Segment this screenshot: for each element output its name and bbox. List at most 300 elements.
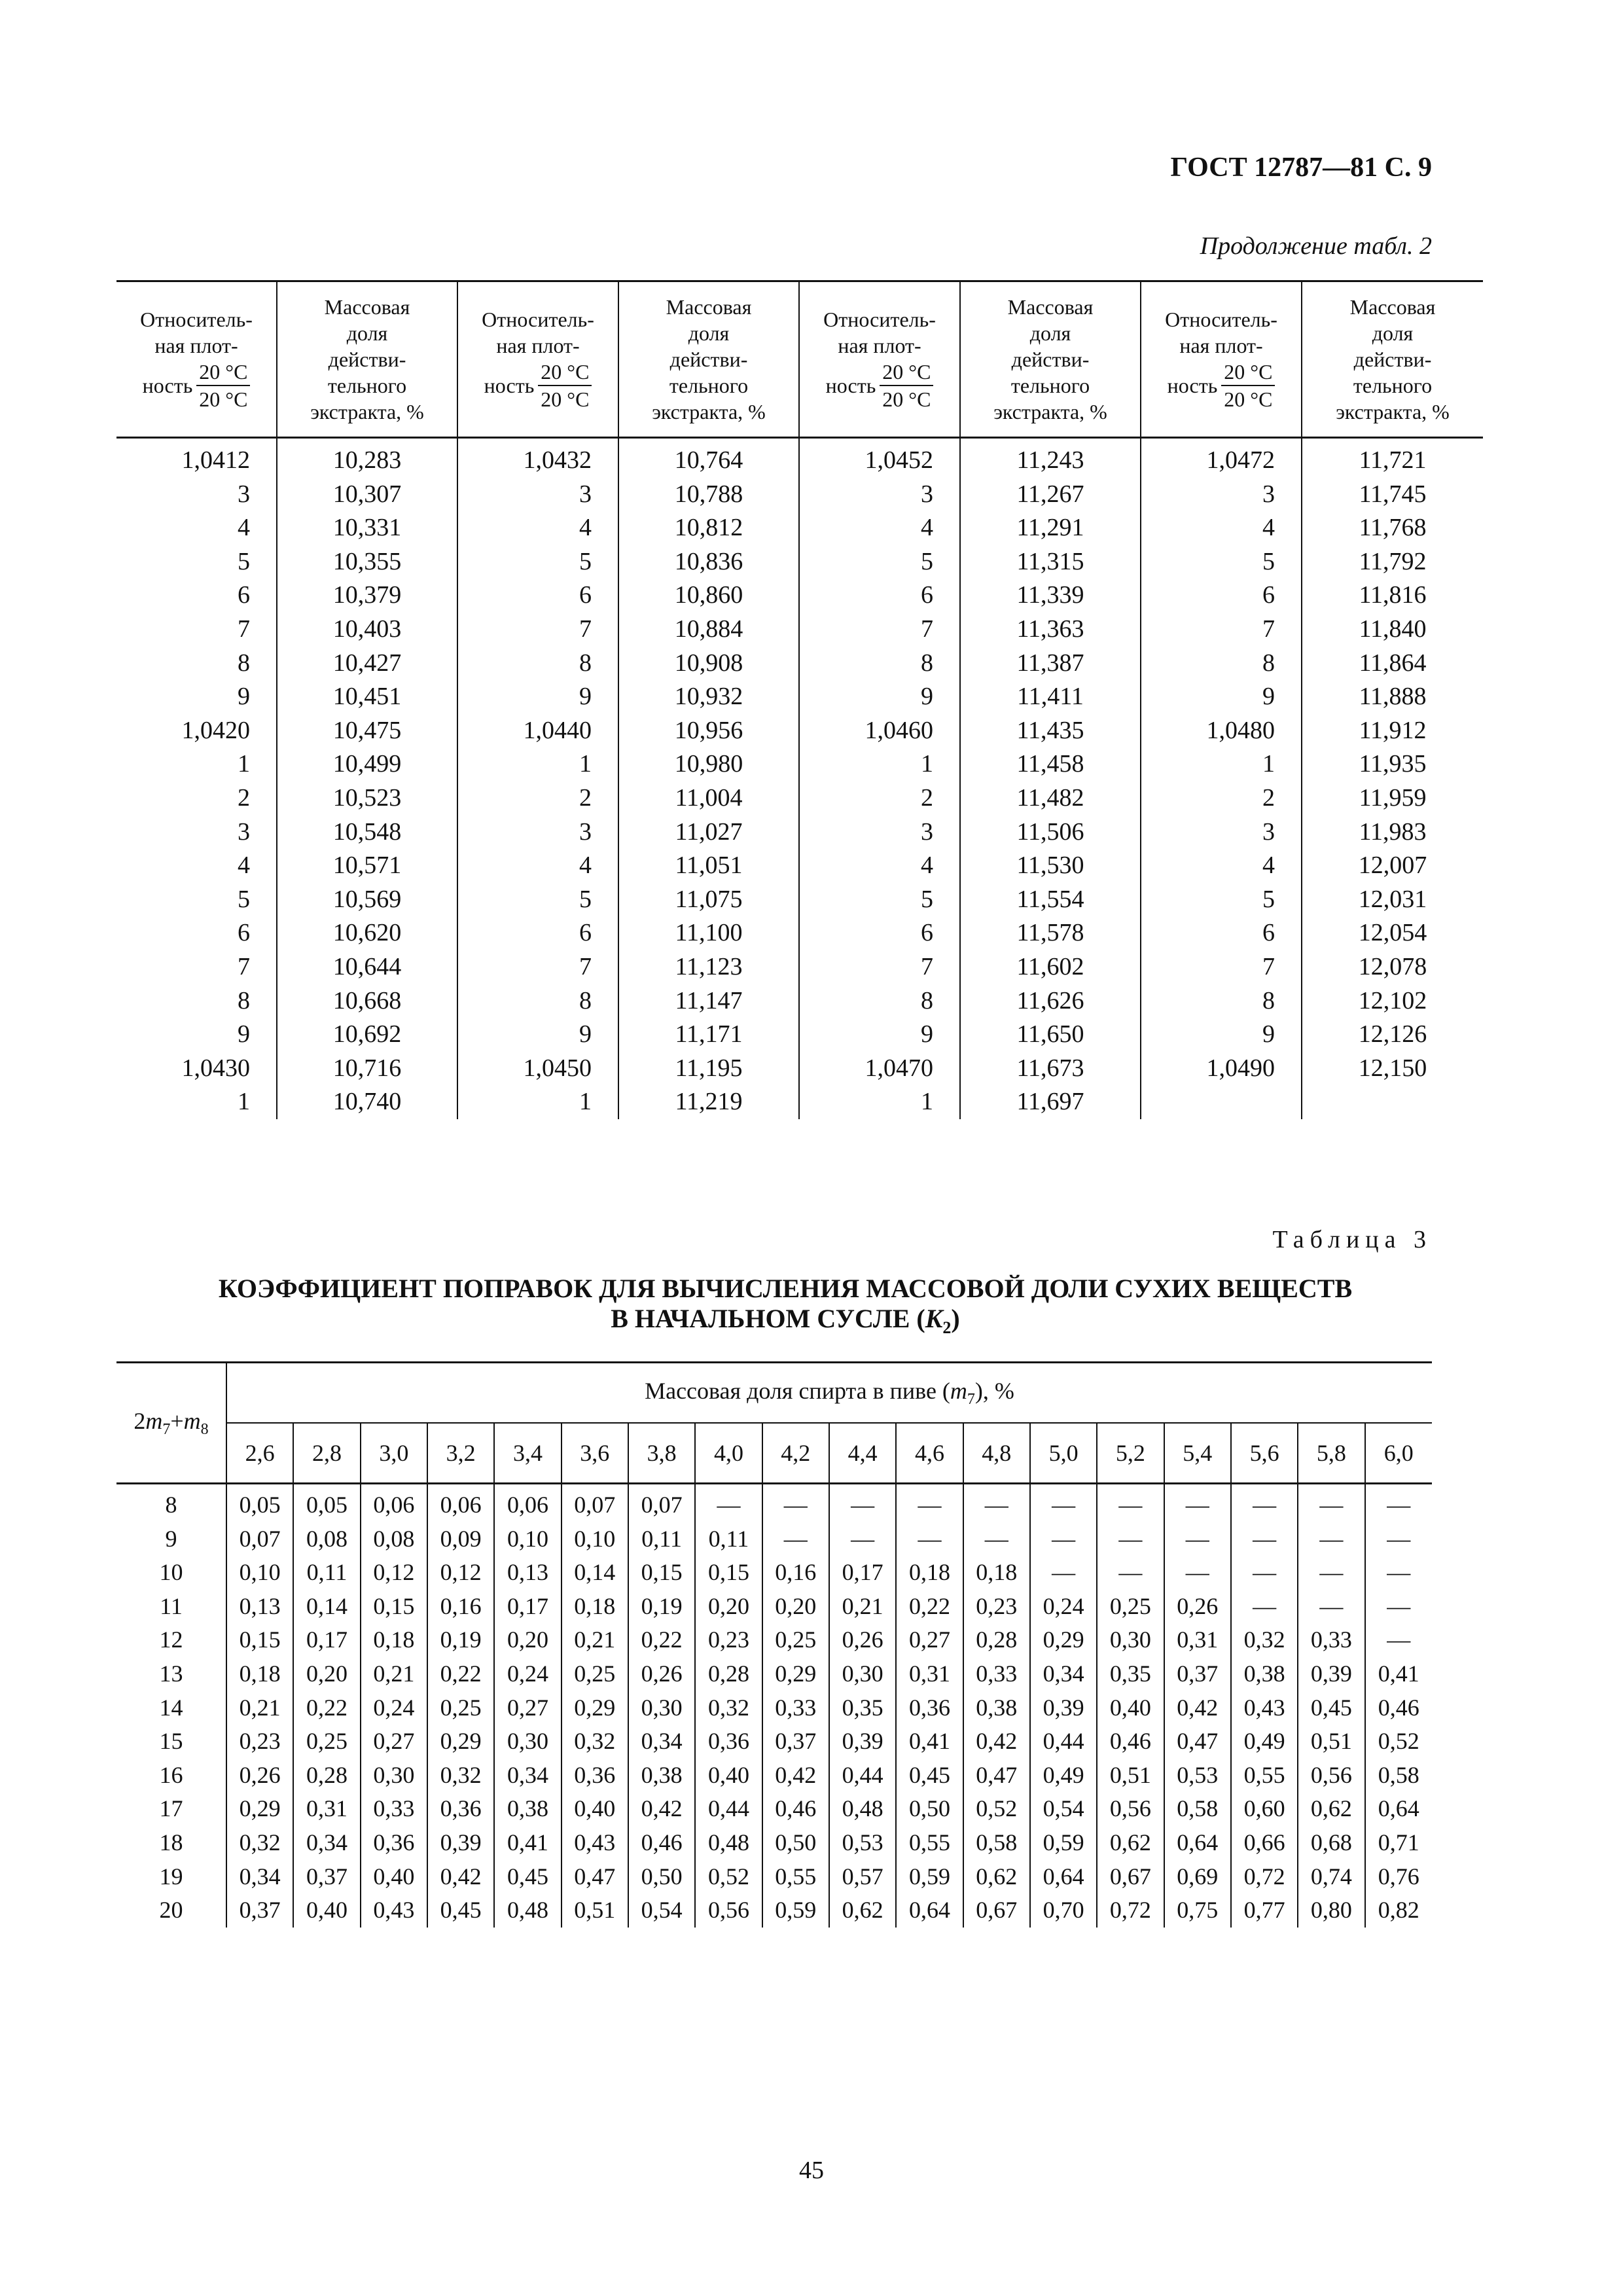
coefficient-cell: 0,29 (1030, 1623, 1097, 1657)
extract-header-line3: действи- (1011, 348, 1090, 371)
coefficient-cell: 0,15 (226, 1623, 293, 1657)
extract-cell: 10,379 (277, 579, 457, 613)
coefficient-cell: 0,59 (896, 1860, 963, 1894)
coefficient-cell: 0,62 (1298, 1792, 1364, 1826)
coefficient-cell: 0,48 (829, 1792, 896, 1826)
density-cell: 4 (457, 511, 618, 545)
density-cell: 4 (1141, 849, 1302, 883)
table-3-title-sub: 2 (942, 1318, 952, 1337)
density-cell: 8 (457, 984, 618, 1018)
coefficient-cell: 0,20 (494, 1623, 561, 1657)
coefficient-cell: 0,80 (1298, 1893, 1364, 1928)
coefficient-cell: 0,33 (1298, 1623, 1364, 1657)
density-cell: 1,0450 (457, 1052, 618, 1086)
extract-cell: 10,788 (618, 478, 799, 512)
density-fraction (880, 359, 933, 412)
coefficient-cell: 0,42 (427, 1860, 494, 1894)
coefficient-cell: 0,29 (562, 1691, 628, 1725)
table-row (116, 950, 1483, 984)
extract-cell: 11,983 (1302, 816, 1483, 850)
extract-cell: 11,219 (618, 1085, 799, 1119)
coefficient-cell: 0,18 (963, 1556, 1030, 1590)
coefficient-cell: 0,37 (1164, 1657, 1231, 1691)
coefficient-cell: 0,46 (1097, 1725, 1164, 1759)
coefficient-cell: 0,34 (1030, 1657, 1097, 1691)
extract-header-line4: тельного (1010, 374, 1090, 397)
extract-cell: 10,548 (277, 816, 457, 850)
extract-cell: 11,243 (960, 438, 1141, 478)
coefficient-cell: 0,14 (562, 1556, 628, 1590)
table-row (116, 1484, 1432, 1522)
coefficient-cell: 0,52 (963, 1792, 1030, 1826)
coefficient-cell: — (1030, 1484, 1097, 1522)
table-3-group-header (226, 1363, 1432, 1424)
coefficient-cell: — (1298, 1556, 1364, 1590)
density-cell: 1,0412 (181, 446, 250, 474)
coefficient-cell: 0,34 (628, 1725, 695, 1759)
coefficient-cell: — (963, 1522, 1030, 1556)
extract-cell: 10,427 (277, 647, 457, 681)
coefficient-cell: 0,62 (1097, 1826, 1164, 1860)
coefficient-cell: 0,39 (1298, 1657, 1364, 1691)
density-header-line2: ная плот- (496, 334, 580, 357)
coefficient-cell: 0,37 (293, 1860, 360, 1894)
coefficient-cell: 0,13 (226, 1590, 293, 1624)
coefficient-cell: 0,40 (695, 1759, 762, 1793)
coefficient-cell: 0,46 (762, 1792, 829, 1826)
density-fraction-numerator: 20 °С (880, 359, 933, 386)
coefficient-cell: 0,13 (494, 1556, 561, 1590)
extract-cell: 10,283 (277, 438, 457, 478)
density-cell: 6 (1141, 916, 1302, 950)
extract-header-line3: действи- (328, 348, 406, 371)
density-cell: 9 (799, 680, 960, 714)
coefficient-cell: 0,28 (963, 1623, 1030, 1657)
table-row (116, 1691, 1432, 1725)
density-cell: 1,0472 (1141, 438, 1302, 478)
density-cell: 5 (457, 883, 618, 917)
extract-column-header (1302, 281, 1483, 438)
coefficient-cell: 0,52 (1365, 1725, 1432, 1759)
density-cell: 5 (799, 545, 960, 579)
extract-cell: 10,692 (277, 1018, 457, 1052)
density-cell: 6 (799, 579, 960, 613)
coefficient-cell: 0,23 (963, 1590, 1030, 1624)
alcohol-column-header: 3,4 (494, 1423, 561, 1484)
table-row (116, 1590, 1432, 1624)
row-key-cell: 15 (159, 1728, 183, 1755)
coefficient-cell: 0,39 (1030, 1691, 1097, 1725)
alcohol-column-header: 5,8 (1298, 1423, 1364, 1484)
density-header-line2: ная плот- (154, 334, 238, 357)
extract-cell: 11,315 (960, 545, 1141, 579)
row-header-coef: 2 (134, 1407, 146, 1434)
density-header-line1: Относитель- (140, 308, 253, 331)
coefficient-cell: 0,72 (1231, 1860, 1298, 1894)
table-row (116, 1759, 1432, 1793)
coefficient-cell: 0,26 (628, 1657, 695, 1691)
row-header-m: m (145, 1407, 163, 1434)
coefficient-cell: 0,45 (494, 1860, 561, 1894)
extract-header-line1: Массовая (1349, 295, 1436, 319)
coefficient-cell: 0,74 (1298, 1860, 1364, 1894)
extract-cell: 11,840 (1302, 613, 1483, 647)
density-cell: 8 (238, 649, 250, 677)
coefficient-cell: 0,05 (293, 1484, 360, 1522)
coefficient-cell: — (1097, 1556, 1164, 1590)
extract-cell: 11,267 (960, 478, 1141, 512)
table-row (116, 511, 1483, 545)
table-row (116, 883, 1483, 917)
table-row (116, 1018, 1483, 1052)
extract-cell (1302, 1085, 1483, 1119)
extract-header-line1: Массовая (324, 295, 410, 319)
density-header-line1: Относитель- (1165, 308, 1277, 331)
coefficient-cell: 0,56 (1298, 1759, 1364, 1793)
table-3-correction-coefficients (116, 1361, 1432, 1928)
table-row (116, 1556, 1432, 1590)
table-row (116, 816, 1483, 850)
density-column-header (799, 281, 960, 438)
coefficient-cell: 0,31 (293, 1792, 360, 1826)
coefficient-cell: 0,21 (829, 1590, 896, 1624)
coefficient-cell: 0,16 (762, 1556, 829, 1590)
extract-header-line5: экстракта, % (310, 400, 424, 423)
coefficient-cell: — (1231, 1484, 1298, 1522)
alcohol-column-header: 5,0 (1030, 1423, 1097, 1484)
density-header-word: ность (825, 374, 876, 397)
coefficient-cell: 0,29 (762, 1657, 829, 1691)
coefficient-cell: 0,17 (293, 1623, 360, 1657)
coefficient-cell: 0,18 (361, 1623, 427, 1657)
coefficient-cell: 0,32 (226, 1826, 293, 1860)
coefficient-cell: 0,36 (361, 1826, 427, 1860)
density-header-line2: ная плот- (1179, 334, 1263, 357)
density-cell: 9 (457, 1018, 618, 1052)
extract-header-line3: действи- (669, 348, 748, 371)
row-header-plus: + (170, 1407, 184, 1434)
density-cell: 8 (799, 984, 960, 1018)
alcohol-column-header: 3,2 (427, 1423, 494, 1484)
table-row (116, 579, 1483, 613)
coefficient-cell: 0,12 (427, 1556, 494, 1590)
coefficient-cell: 0,60 (1231, 1792, 1298, 1826)
coefficient-cell: 0,25 (1097, 1590, 1164, 1624)
density-cell (1141, 1085, 1302, 1119)
density-header-line3 (461, 359, 615, 412)
coefficient-cell: — (1298, 1484, 1364, 1522)
extract-cell: 11,626 (960, 984, 1141, 1018)
row-key-cell: 14 (159, 1694, 183, 1721)
group-header-text: Массовая доля спирта в пиве ( (645, 1377, 950, 1404)
extract-cell: 11,387 (960, 647, 1141, 681)
density-cell: 3 (238, 817, 250, 846)
coefficient-cell: 0,23 (695, 1623, 762, 1657)
coefficient-cell: 0,15 (695, 1556, 762, 1590)
density-cell: 3 (799, 816, 960, 850)
coefficient-cell: 0,20 (762, 1590, 829, 1624)
coefficient-cell: 0,34 (293, 1826, 360, 1860)
coefficient-cell: — (1365, 1556, 1432, 1590)
coefficient-cell: 0,31 (896, 1657, 963, 1691)
coefficient-cell: 0,75 (1164, 1893, 1231, 1928)
density-cell: 3 (1141, 816, 1302, 850)
coefficient-cell: 0,56 (1097, 1792, 1164, 1826)
density-fraction-denominator: 20 °С (882, 387, 931, 411)
coefficient-cell: — (1365, 1590, 1432, 1624)
coefficient-cell: 0,07 (628, 1484, 695, 1522)
coefficient-cell: — (1164, 1556, 1231, 1590)
table-row (116, 545, 1483, 579)
coefficient-cell: 0,33 (361, 1792, 427, 1826)
alcohol-column-header: 2,6 (226, 1423, 293, 1484)
table-row (116, 478, 1483, 512)
density-cell: 6 (457, 916, 618, 950)
density-fraction-denominator: 20 °С (1224, 387, 1273, 411)
coefficient-cell: 0,11 (293, 1556, 360, 1590)
coefficient-cell: — (1097, 1484, 1164, 1522)
coefficient-cell: 0,41 (896, 1725, 963, 1759)
coefficient-cell: 0,44 (1030, 1725, 1097, 1759)
coefficient-cell: 0,42 (762, 1759, 829, 1793)
coefficient-cell: 0,70 (1030, 1893, 1097, 1928)
coefficient-cell: — (1164, 1522, 1231, 1556)
coefficient-cell: 0,37 (762, 1725, 829, 1759)
coefficient-cell: 0,42 (1164, 1691, 1231, 1725)
extract-cell: 12,031 (1302, 883, 1483, 917)
coefficient-cell: 0,28 (293, 1759, 360, 1793)
coefficient-cell: — (896, 1522, 963, 1556)
coefficient-cell: — (896, 1484, 963, 1522)
extract-cell: 12,007 (1302, 849, 1483, 883)
alcohol-column-header: 5,6 (1231, 1423, 1298, 1484)
table-3-title-var: K (925, 1304, 943, 1333)
density-cell: 4 (799, 511, 960, 545)
alcohol-column-header: 4,0 (695, 1423, 762, 1484)
table-row (116, 916, 1483, 950)
coefficient-cell: 0,26 (1164, 1590, 1231, 1624)
alcohol-column-header: 5,4 (1164, 1423, 1231, 1484)
coefficient-cell: — (762, 1484, 829, 1522)
alcohol-column-header: 4,8 (963, 1423, 1030, 1484)
density-cell: 1 (238, 1088, 250, 1116)
extract-header-line5: экстракта, % (652, 400, 766, 423)
density-cell: 8 (238, 986, 250, 1014)
coefficient-cell: 0,24 (361, 1691, 427, 1725)
density-cell: 1 (799, 1085, 960, 1119)
table-3-label: Таблица 3 (1272, 1226, 1432, 1253)
extract-cell: 11,123 (618, 950, 799, 984)
extract-header-line5: экстракта, % (1336, 400, 1450, 423)
density-cell: 6 (1141, 579, 1302, 613)
density-cell: 1,0490 (1141, 1052, 1302, 1086)
table-3-title-line2-text: В НАЧАЛЬНОМ СУСЛЕ ( (611, 1304, 925, 1333)
table-row (116, 1826, 1432, 1860)
coefficient-cell: 0,25 (427, 1691, 494, 1725)
coefficient-cell: 0,38 (1231, 1657, 1298, 1691)
coefficient-cell: — (695, 1484, 762, 1522)
extract-cell: 10,644 (277, 950, 457, 984)
coefficient-cell: — (1231, 1590, 1298, 1624)
coefficient-cell: 0,17 (829, 1556, 896, 1590)
coefficient-cell: 0,36 (896, 1691, 963, 1725)
density-header-line3 (1144, 359, 1298, 412)
coefficient-cell: 0,71 (1365, 1826, 1432, 1860)
coefficient-cell: 0,59 (762, 1893, 829, 1928)
coefficient-cell: 0,56 (695, 1893, 762, 1928)
density-cell: 1 (457, 1085, 618, 1119)
table-row (116, 714, 1483, 748)
density-cell: 8 (1141, 647, 1302, 681)
density-cell: 7 (1141, 613, 1302, 647)
coefficient-cell: 0,21 (226, 1691, 293, 1725)
density-header-word: ность (142, 374, 193, 397)
coefficient-cell: 0,31 (1164, 1623, 1231, 1657)
extract-cell: 10,764 (618, 438, 799, 478)
density-fraction-numerator: 20 °С (196, 359, 250, 386)
coefficient-cell: 0,53 (829, 1826, 896, 1860)
extract-column-header (960, 281, 1141, 438)
coefficient-cell: 0,50 (896, 1792, 963, 1826)
extract-cell: 10,620 (277, 916, 457, 950)
coefficient-cell: 0,58 (1164, 1792, 1231, 1826)
extract-header-line2: доля (346, 321, 388, 345)
coefficient-cell: 0,44 (695, 1792, 762, 1826)
row-key-cell: 8 (165, 1492, 177, 1518)
density-cell: 1,0432 (457, 438, 618, 478)
table-2-body (116, 438, 1483, 1119)
coefficient-cell: 0,35 (829, 1691, 896, 1725)
alcohol-column-header: 6,0 (1365, 1423, 1432, 1484)
density-cell: 1,0440 (457, 714, 618, 748)
coefficient-cell: 0,76 (1365, 1860, 1432, 1894)
table-row (116, 1657, 1432, 1691)
coefficient-cell: 0,58 (1365, 1759, 1432, 1793)
extract-header-line2: доля (688, 321, 730, 345)
coefficient-cell: 0,29 (226, 1792, 293, 1826)
density-cell: 1,0480 (1141, 714, 1302, 748)
coefficient-cell: 0,52 (695, 1860, 762, 1894)
coefficient-cell: 0,27 (494, 1691, 561, 1725)
table-row (116, 849, 1483, 883)
density-cell: 4 (799, 849, 960, 883)
density-cell: 3 (238, 480, 250, 508)
coefficient-cell: 0,25 (293, 1725, 360, 1759)
extract-cell: 10,523 (277, 781, 457, 816)
coefficient-cell: 0,30 (361, 1759, 427, 1793)
density-cell: 4 (457, 849, 618, 883)
extract-cell: 11,888 (1302, 680, 1483, 714)
extract-cell: 11,935 (1302, 747, 1483, 781)
table-3-column-header-row (116, 1423, 1432, 1484)
coefficient-cell: 0,62 (829, 1893, 896, 1928)
density-column-header (457, 281, 618, 438)
extract-cell: 11,147 (618, 984, 799, 1018)
coefficient-cell: 0,14 (293, 1590, 360, 1624)
density-cell: 2 (799, 781, 960, 816)
density-cell: 8 (457, 647, 618, 681)
density-cell: 5 (238, 547, 250, 575)
coefficient-cell: 0,47 (1164, 1725, 1231, 1759)
coefficient-cell: 0,42 (963, 1725, 1030, 1759)
coefficient-cell: 0,24 (1030, 1590, 1097, 1624)
table-row (116, 1623, 1432, 1657)
extract-header-line3: действи- (1353, 348, 1432, 371)
coefficient-cell: 0,38 (628, 1759, 695, 1793)
coefficient-cell: 0,22 (293, 1691, 360, 1725)
coefficient-cell: 0,40 (361, 1860, 427, 1894)
row-key-cell: 18 (159, 1829, 183, 1856)
density-cell: 1 (1141, 747, 1302, 781)
density-cell: 8 (1141, 984, 1302, 1018)
extract-cell: 12,102 (1302, 984, 1483, 1018)
table-3-title-line2 (131, 1304, 1440, 1343)
extract-header-line4: тельного (1353, 374, 1433, 397)
coefficient-cell: 0,41 (494, 1826, 561, 1860)
extract-cell: 11,792 (1302, 545, 1483, 579)
extract-header-line1: Массовая (666, 295, 752, 319)
coefficient-cell: 0,27 (361, 1725, 427, 1759)
density-cell: 1 (799, 747, 960, 781)
alcohol-column-header: 5,2 (1097, 1423, 1164, 1484)
coefficient-cell: 0,59 (1030, 1826, 1097, 1860)
table-row (116, 747, 1483, 781)
extract-header-line4: тельного (327, 374, 407, 397)
coefficient-cell: 0,15 (361, 1590, 427, 1624)
coefficient-cell: 0,33 (762, 1691, 829, 1725)
density-cell: 1,0460 (799, 714, 960, 748)
coefficient-cell: 0,19 (628, 1590, 695, 1624)
coefficient-cell: 0,11 (695, 1522, 762, 1556)
density-cell: 7 (457, 613, 618, 647)
extract-cell: 11,458 (960, 747, 1141, 781)
extract-cell: 11,864 (1302, 647, 1483, 681)
density-cell: 6 (238, 581, 250, 609)
coefficient-cell: 0,18 (562, 1590, 628, 1624)
coefficient-cell: 0,42 (628, 1792, 695, 1826)
coefficient-cell: 0,08 (293, 1522, 360, 1556)
extract-cell: 10,884 (618, 613, 799, 647)
coefficient-cell: 0,26 (829, 1623, 896, 1657)
row-key-cell: 12 (159, 1626, 183, 1653)
coefficient-cell: 0,58 (963, 1826, 1030, 1860)
table-row (116, 781, 1483, 816)
alcohol-column-header: 2,8 (293, 1423, 360, 1484)
group-header-end: ), % (974, 1377, 1014, 1404)
density-cell: 3 (457, 478, 618, 512)
coefficient-cell: 0,51 (1298, 1725, 1364, 1759)
extract-cell: 10,956 (618, 714, 799, 748)
density-cell: 7 (238, 615, 250, 643)
coefficient-cell: 0,06 (427, 1484, 494, 1522)
extract-cell: 10,475 (277, 714, 457, 748)
coefficient-cell: — (1231, 1556, 1298, 1590)
coefficient-cell: 0,44 (829, 1759, 896, 1793)
density-cell: 6 (799, 916, 960, 950)
density-cell: 3 (1141, 478, 1302, 512)
density-cell: 4 (238, 852, 250, 880)
coefficient-cell: 0,55 (1231, 1759, 1298, 1793)
row-header-sub7: 7 (162, 1421, 171, 1439)
document-header-title: ГОСТ 12787—81 С. 9 (1170, 152, 1432, 183)
coefficient-cell: — (829, 1484, 896, 1522)
row-key-cell: 9 (165, 1525, 177, 1552)
coefficient-cell: 0,46 (1365, 1691, 1432, 1725)
density-header-word: ность (484, 374, 535, 397)
coefficient-cell: 0,37 (226, 1893, 293, 1928)
table-row (116, 647, 1483, 681)
coefficient-cell: 0,34 (226, 1860, 293, 1894)
